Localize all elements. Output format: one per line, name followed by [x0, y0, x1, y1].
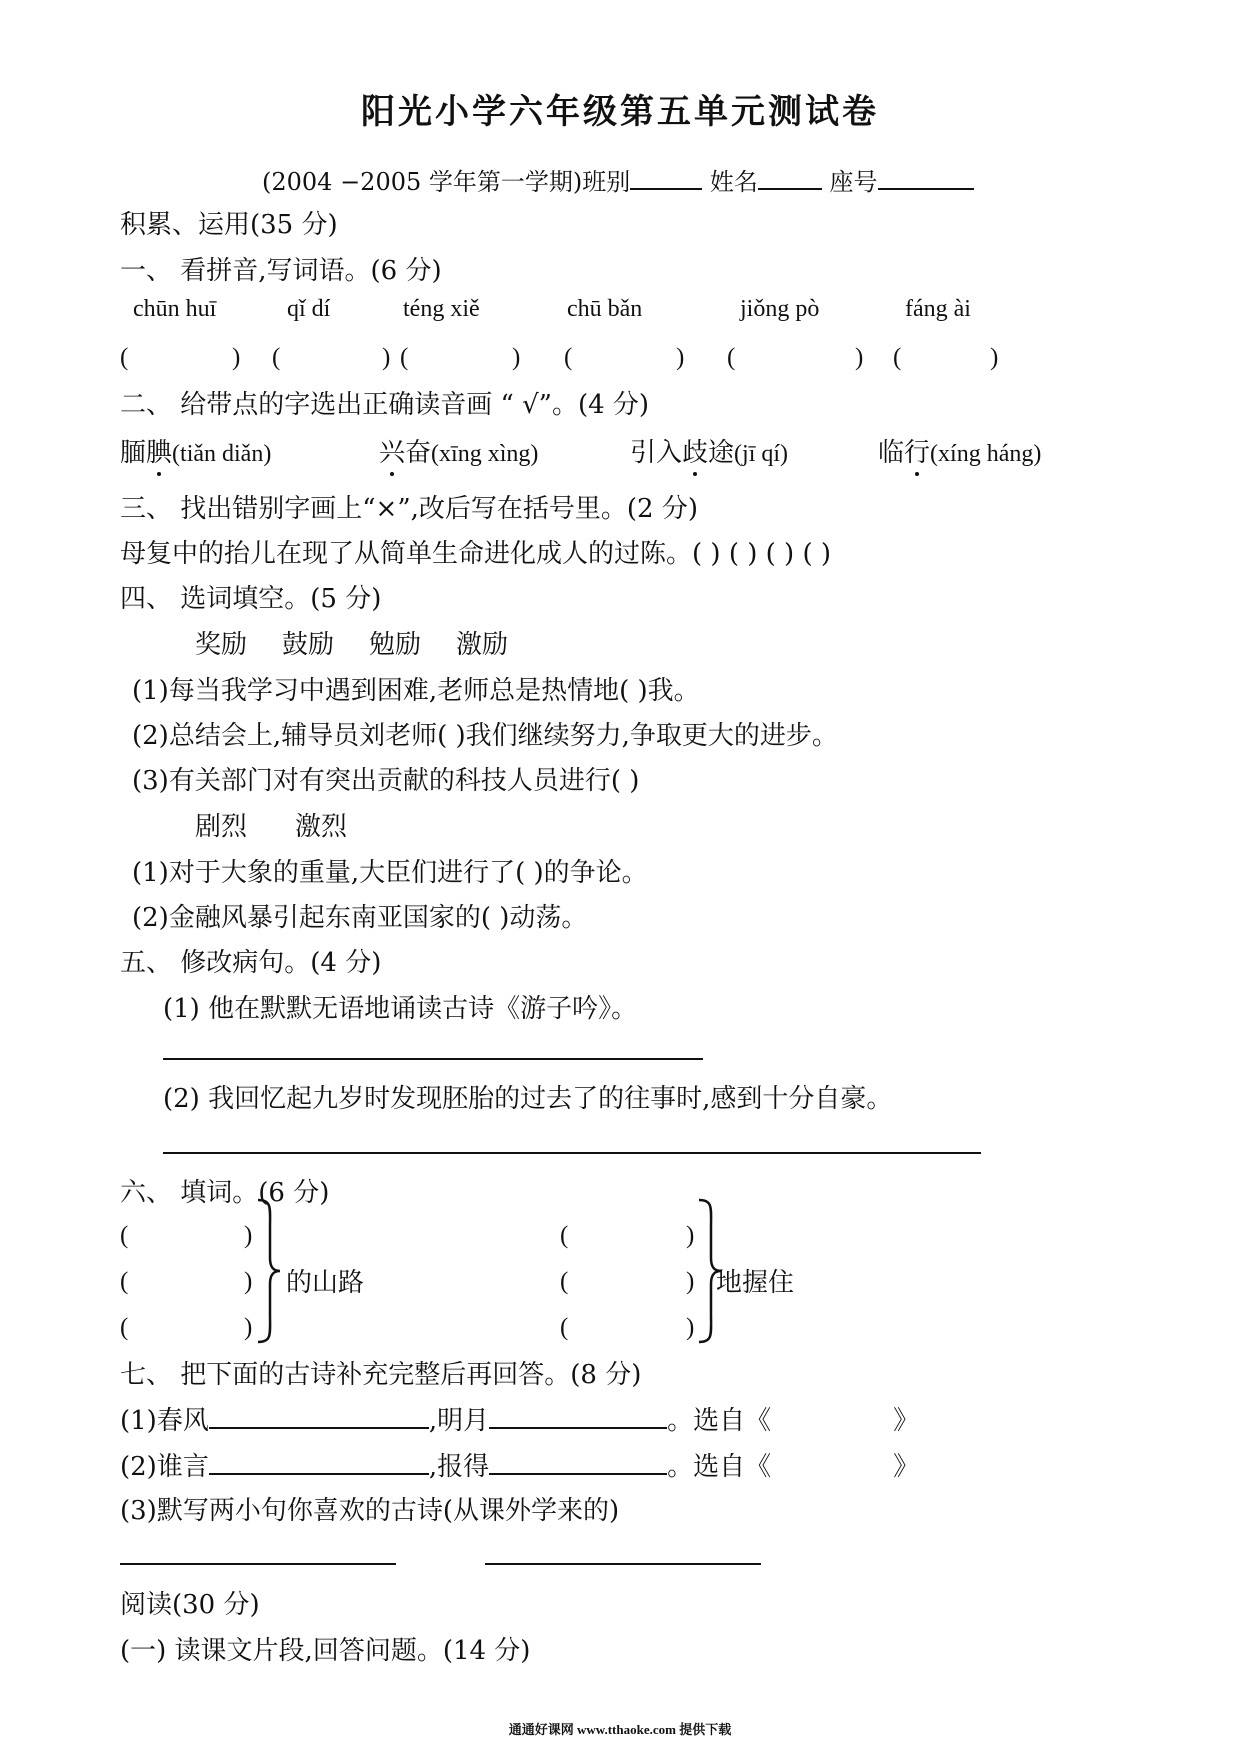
answer-paren-open-6: ( [893, 344, 902, 371]
question-6-heading: 六、 填词。(6 分) [120, 1178, 330, 1208]
pinyin-3: téng xiě [403, 296, 480, 322]
question-7-heading: 七、 把下面的古诗补充完整后再回答。(8 分) [120, 1360, 642, 1390]
name-label: 姓名 [709, 168, 758, 196]
answer-paren-close-4: ) [676, 344, 685, 371]
sick-sentence-1: (1) 他在默默无语地诵读古诗《游子吟》。 [163, 994, 638, 1024]
answer-paren-open-3: ( [400, 344, 409, 371]
pinyin-6: fáng ài [905, 296, 971, 322]
question-1-heading: 一、 看拼音,写词语。(6 分) [120, 256, 442, 286]
answer-paren-open-1: ( [120, 344, 129, 371]
fill-sentence-1: (1)每当我学习中遇到困难,老师总是热情地( )我。 [132, 676, 700, 706]
answer-paren-close-1: ) [232, 344, 241, 371]
fill-sentence-5: (2)金融风暴引起东南亚国家的( )动荡。 [132, 903, 588, 933]
word-choice-6: 激烈 [295, 812, 348, 842]
poem-prefix: (2)谁言 [120, 1452, 209, 1482]
pinyin-4: chū bǎn [567, 296, 643, 322]
section-heading-reading: 阅读(30 分) [120, 1590, 260, 1620]
fill-sentence-3: (3)有关部门对有突出贡献的科技人员进行( ) [132, 766, 640, 796]
poem-blank[interactable] [209, 1405, 429, 1429]
pinyin-options: (xīng xìng) [431, 441, 539, 467]
word-paren-close: ) [244, 1268, 253, 1295]
pinyin-options: (jī qí) [734, 441, 789, 467]
reading-item-4 [878, 432, 1041, 469]
sick-sentence-2: (2) 我回忆起九岁时发现胚胎的过去了的往事时,感到十分自豪。 [163, 1084, 893, 1114]
answer-line-5-2[interactable] [163, 1152, 981, 1154]
word-paren-open: ( [560, 1222, 569, 1249]
fill-sentence-2: (2)总结会上,辅导员刘老师( )我们继续努力,争取更大的进步。 [132, 721, 838, 751]
word-paren-open: ( [560, 1314, 569, 1341]
word-choice-3: 勉励 [369, 630, 422, 660]
word-paren-close: ) [686, 1268, 695, 1295]
answer-line-5-1[interactable] [163, 1058, 703, 1060]
dotted-char: 歧 [682, 438, 709, 468]
word-paren-close: ) [244, 1222, 253, 1249]
word-paren-close: ) [244, 1314, 253, 1341]
answer-paren-close-3: ) [512, 344, 521, 371]
char: 奋 [405, 438, 432, 468]
section-heading-accumulation: 积累、运用(35 分) [120, 210, 338, 240]
question-5-heading: 五、 修改病句。(4 分) [120, 948, 382, 978]
answer-paren-open-4: ( [564, 344, 573, 371]
pinyin-1: chūn huī [133, 296, 217, 322]
word-choice-5: 剧烈 [195, 812, 248, 842]
answer-paren-close-6: ) [990, 344, 999, 371]
poem-mid: ,明月 [428, 1406, 490, 1436]
answer-paren-close-2: ) [382, 344, 391, 371]
word-paren-open: ( [120, 1314, 129, 1341]
fill-sentence-4: (1)对于大象的重量,大臣们进行了( )的争论。 [132, 858, 648, 888]
dotted-char: 行 [904, 438, 931, 468]
reading-part-1-heading: (一) 读课文片段,回答问题。(14 分) [120, 1636, 531, 1666]
reading-item-2 [379, 432, 538, 469]
word-paren-close: ) [686, 1314, 695, 1341]
grasp-suffix: 地握住 [716, 1268, 795, 1298]
answer-paren-open-2: ( [272, 344, 281, 371]
dotted-char: 兴 [379, 438, 406, 468]
dotted-char: 腆 [146, 438, 173, 468]
mountain-road-suffix: 的山路 [286, 1268, 365, 1298]
poem-blank[interactable] [209, 1451, 429, 1475]
word-paren-close: ) [686, 1222, 695, 1249]
question-4-heading: 四、 选词填空。(5 分) [120, 584, 382, 614]
poem-mid: ,报得 [428, 1452, 490, 1482]
answer-line-7-a[interactable] [120, 1563, 396, 1565]
page-title: 阳光小学六年级第五单元测试卷 [361, 92, 879, 132]
pinyin-5: jiǒng pò [740, 296, 820, 322]
char: 途 [708, 438, 735, 468]
word-choice-1: 奖励 [195, 630, 248, 660]
seat-label: 座号 [829, 168, 878, 196]
char: 临 [878, 438, 905, 468]
word-paren-open: ( [560, 1268, 569, 1295]
char: 腼 [120, 438, 147, 468]
seat-blank[interactable] [878, 164, 974, 190]
pinyin-2: qǐ dí [287, 296, 331, 322]
class-blank[interactable] [630, 164, 702, 190]
pinyin-options: (xíng háng) [930, 441, 1042, 467]
word-choice-4: 激励 [456, 630, 509, 660]
book-mark-close: 》 [893, 1406, 920, 1436]
question-3-heading: 三、 找出错别字画上“×”,改后写在括号里。(2 分) [120, 494, 698, 524]
answer-paren-open-5: ( [727, 344, 736, 371]
exam-info-line [262, 162, 974, 197]
typo-sentence: 母复中的抬儿在现了从简单生命进化成人的过陈。( ) ( ) ( ) ( ) [120, 539, 832, 569]
source-label: 。选自《 [667, 1452, 772, 1482]
pinyin-options: (tiǎn diǎn) [172, 441, 272, 467]
word-paren-open: ( [120, 1268, 129, 1295]
question-2-heading: 二、 给带点的字选出正确读音画 “ √”。(4 分) [120, 390, 650, 420]
reading-item-1 [120, 432, 271, 469]
word-choice-2: 鼓励 [282, 630, 335, 660]
reading-item-3 [630, 432, 788, 469]
book-mark-close: 》 [893, 1452, 920, 1482]
answer-paren-close-5: ) [855, 344, 864, 371]
poem-line-3: (3)默写两小句你喜欢的古诗(从课外学来的) [120, 1496, 620, 1526]
year-class-label: (2004 −2005 学年第一学期)班别 [262, 168, 631, 196]
name-blank[interactable] [758, 164, 822, 190]
footer-source: 通通好课网 www.tthaoke.com 提供下载 [508, 1722, 732, 1737]
char: 引入 [630, 438, 683, 468]
answer-line-7-b[interactable] [485, 1563, 761, 1565]
right-brace-icon [254, 1198, 284, 1344]
poem-blank[interactable] [489, 1451, 667, 1475]
poem-prefix: (1)春风 [120, 1406, 209, 1436]
poem-line-1 [120, 1400, 919, 1437]
source-label: 。选自《 [667, 1406, 772, 1436]
word-paren-open: ( [120, 1222, 129, 1249]
poem-blank[interactable] [489, 1405, 667, 1429]
poem-line-2 [120, 1446, 919, 1483]
